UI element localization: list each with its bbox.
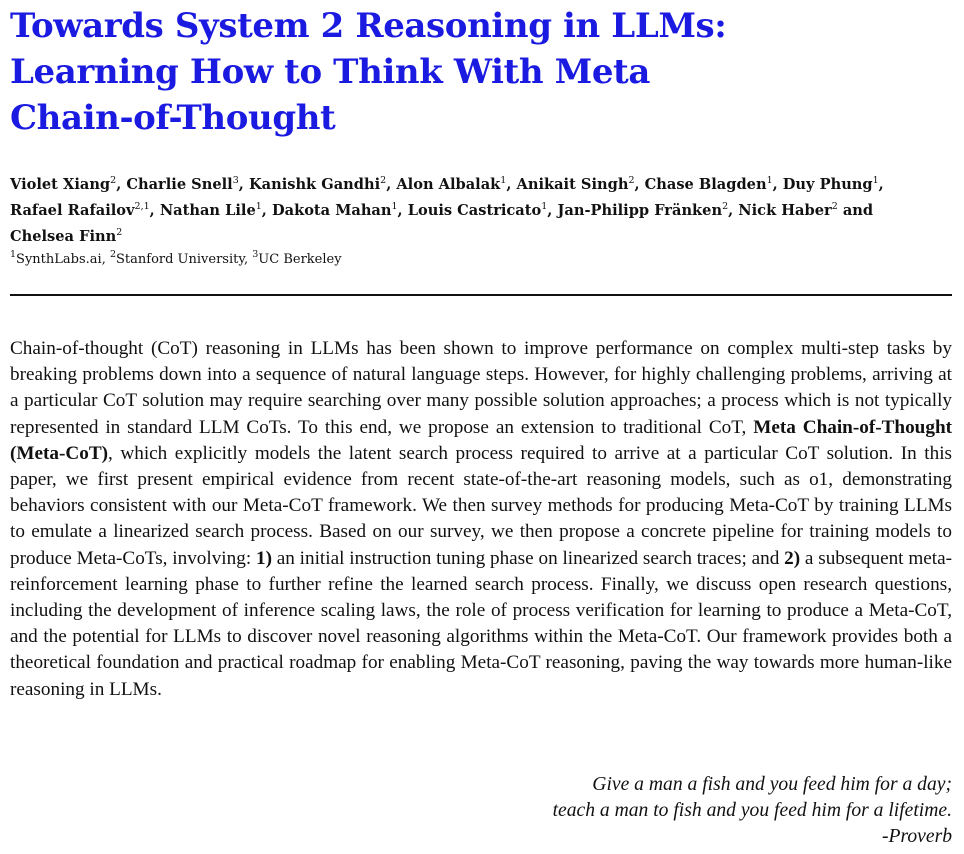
affiliation: $^2$Stanford University [109,249,244,267]
epigraph-line-2: teach a man to fish and you feed him for a lifetime. [552,800,952,821]
title-line-3: Chain-of-Thought [10,98,336,138]
author-conjunction: and [842,202,874,219]
meta-cot-term: Meta Chain-of-Thought (Meta-CoT) [10,416,952,464]
author: Anikait Singh$^2$ [516,175,635,193]
author: Chase Blagden$^1$ [644,175,773,193]
paper-title [10,3,910,141]
author: Louis Castricato$^1$ [407,201,548,219]
step-2-marker: 2) [784,547,801,569]
title-line-2: Learning How to Think With Meta [10,52,650,92]
affiliation: $^3$UC Berkeley [252,249,342,267]
author: Kanishk Gandhi$^2$ [248,175,387,193]
step-1-marker: 1) [255,547,272,569]
author: Duy Phung$^1$ [782,175,879,193]
epigraph-attribution: -Proverb [881,826,952,847]
author: Charlie Snell$^3$ [126,175,239,193]
epigraph [553,772,952,850]
author: Jan-Philipp Fränken$^2$ [557,201,729,219]
author: Violet Xiang$^2$ [10,175,117,193]
author: Alon Albalak$^1$ [396,175,507,193]
epigraph-line-1: Give a man a fish and you feed him for a day; [592,774,952,795]
author-list: Violet Xiang$^2$, Charlie Snell$^3$, Kanishk Gandhi$^2$, Alon Albalak$^1$, Anikait Singh$^2$, Chase Blagden$^1$, Duy Phung$^1$, Rafael Rafailov$^{2,1}$, Nathan Lile$^1$, Dakota Mahan$^1$, Louis Castricato$^1$, Jan-Philipp Fränken$^2$, Nick Haber$^2$ and Chelsea Finn$^2$ [10,175,884,245]
title-line-1: Towards System 2 Reasoning in LLMs: [10,6,727,46]
author: Chelsea Finn$^2$ [10,227,123,245]
affiliation: $^1$SynthLabs.ai [10,249,102,267]
title-divider [10,294,952,296]
abstract-paragraph: Chain-of-thought (CoT) reasoning in LLMs has been shown to improve performance on complex multi-step tasks by breaking problems down into a sequence of natural language steps. However, for highly challenging problems, arriving at a particular CoT solution may require searching over many possible solution approaches; a process which is not typically represented in standard LLM CoTs. To this end, we propose an extension to traditional CoT, Meta Chain-of-Thought (Meta-CoT), which explicitly models the latent search process required to arrive at a particular CoT solution. In this paper, we first present empirical evidence from recent state-of-the-art reasoning models, such as o1, demonstrating behaviors consistent with our Meta-CoT framework. We then survey methods for producing Meta-CoT by training LLMs to emulate a linearized search process. Based on our survey, we then propose a concrete pipeline for training models to produce Meta-CoTs, involving: 1) an initial instruction tuning phase on linearized search traces; and 2) a subsequent meta-reinforcement learning phase to further refine the learned search process. Finally, we discuss open research questions, including the development of inference scaling laws, the role of process verification for learning to produce a Meta-CoT, and the potential for LLMs to discover novel reasoning algorithms within the Meta-CoT. Our framework provides both a theoretical foundation and practical roadmap for enabling Meta-CoT reasoning, paving the way towards more human-like reasoning in LLMs. [10,338,952,700]
author: Rafael Rafailov$^{2,1}$ [10,201,150,219]
author: Dakota Mahan$^1$ [271,201,398,219]
author: Nick Haber$^2$ [738,201,838,219]
affiliation-list: $^1$SynthLabs.ai, $^2$Stanford University, $^3$UC Berkeley [10,249,342,267]
author: Nathan Lile$^1$ [159,201,262,219]
